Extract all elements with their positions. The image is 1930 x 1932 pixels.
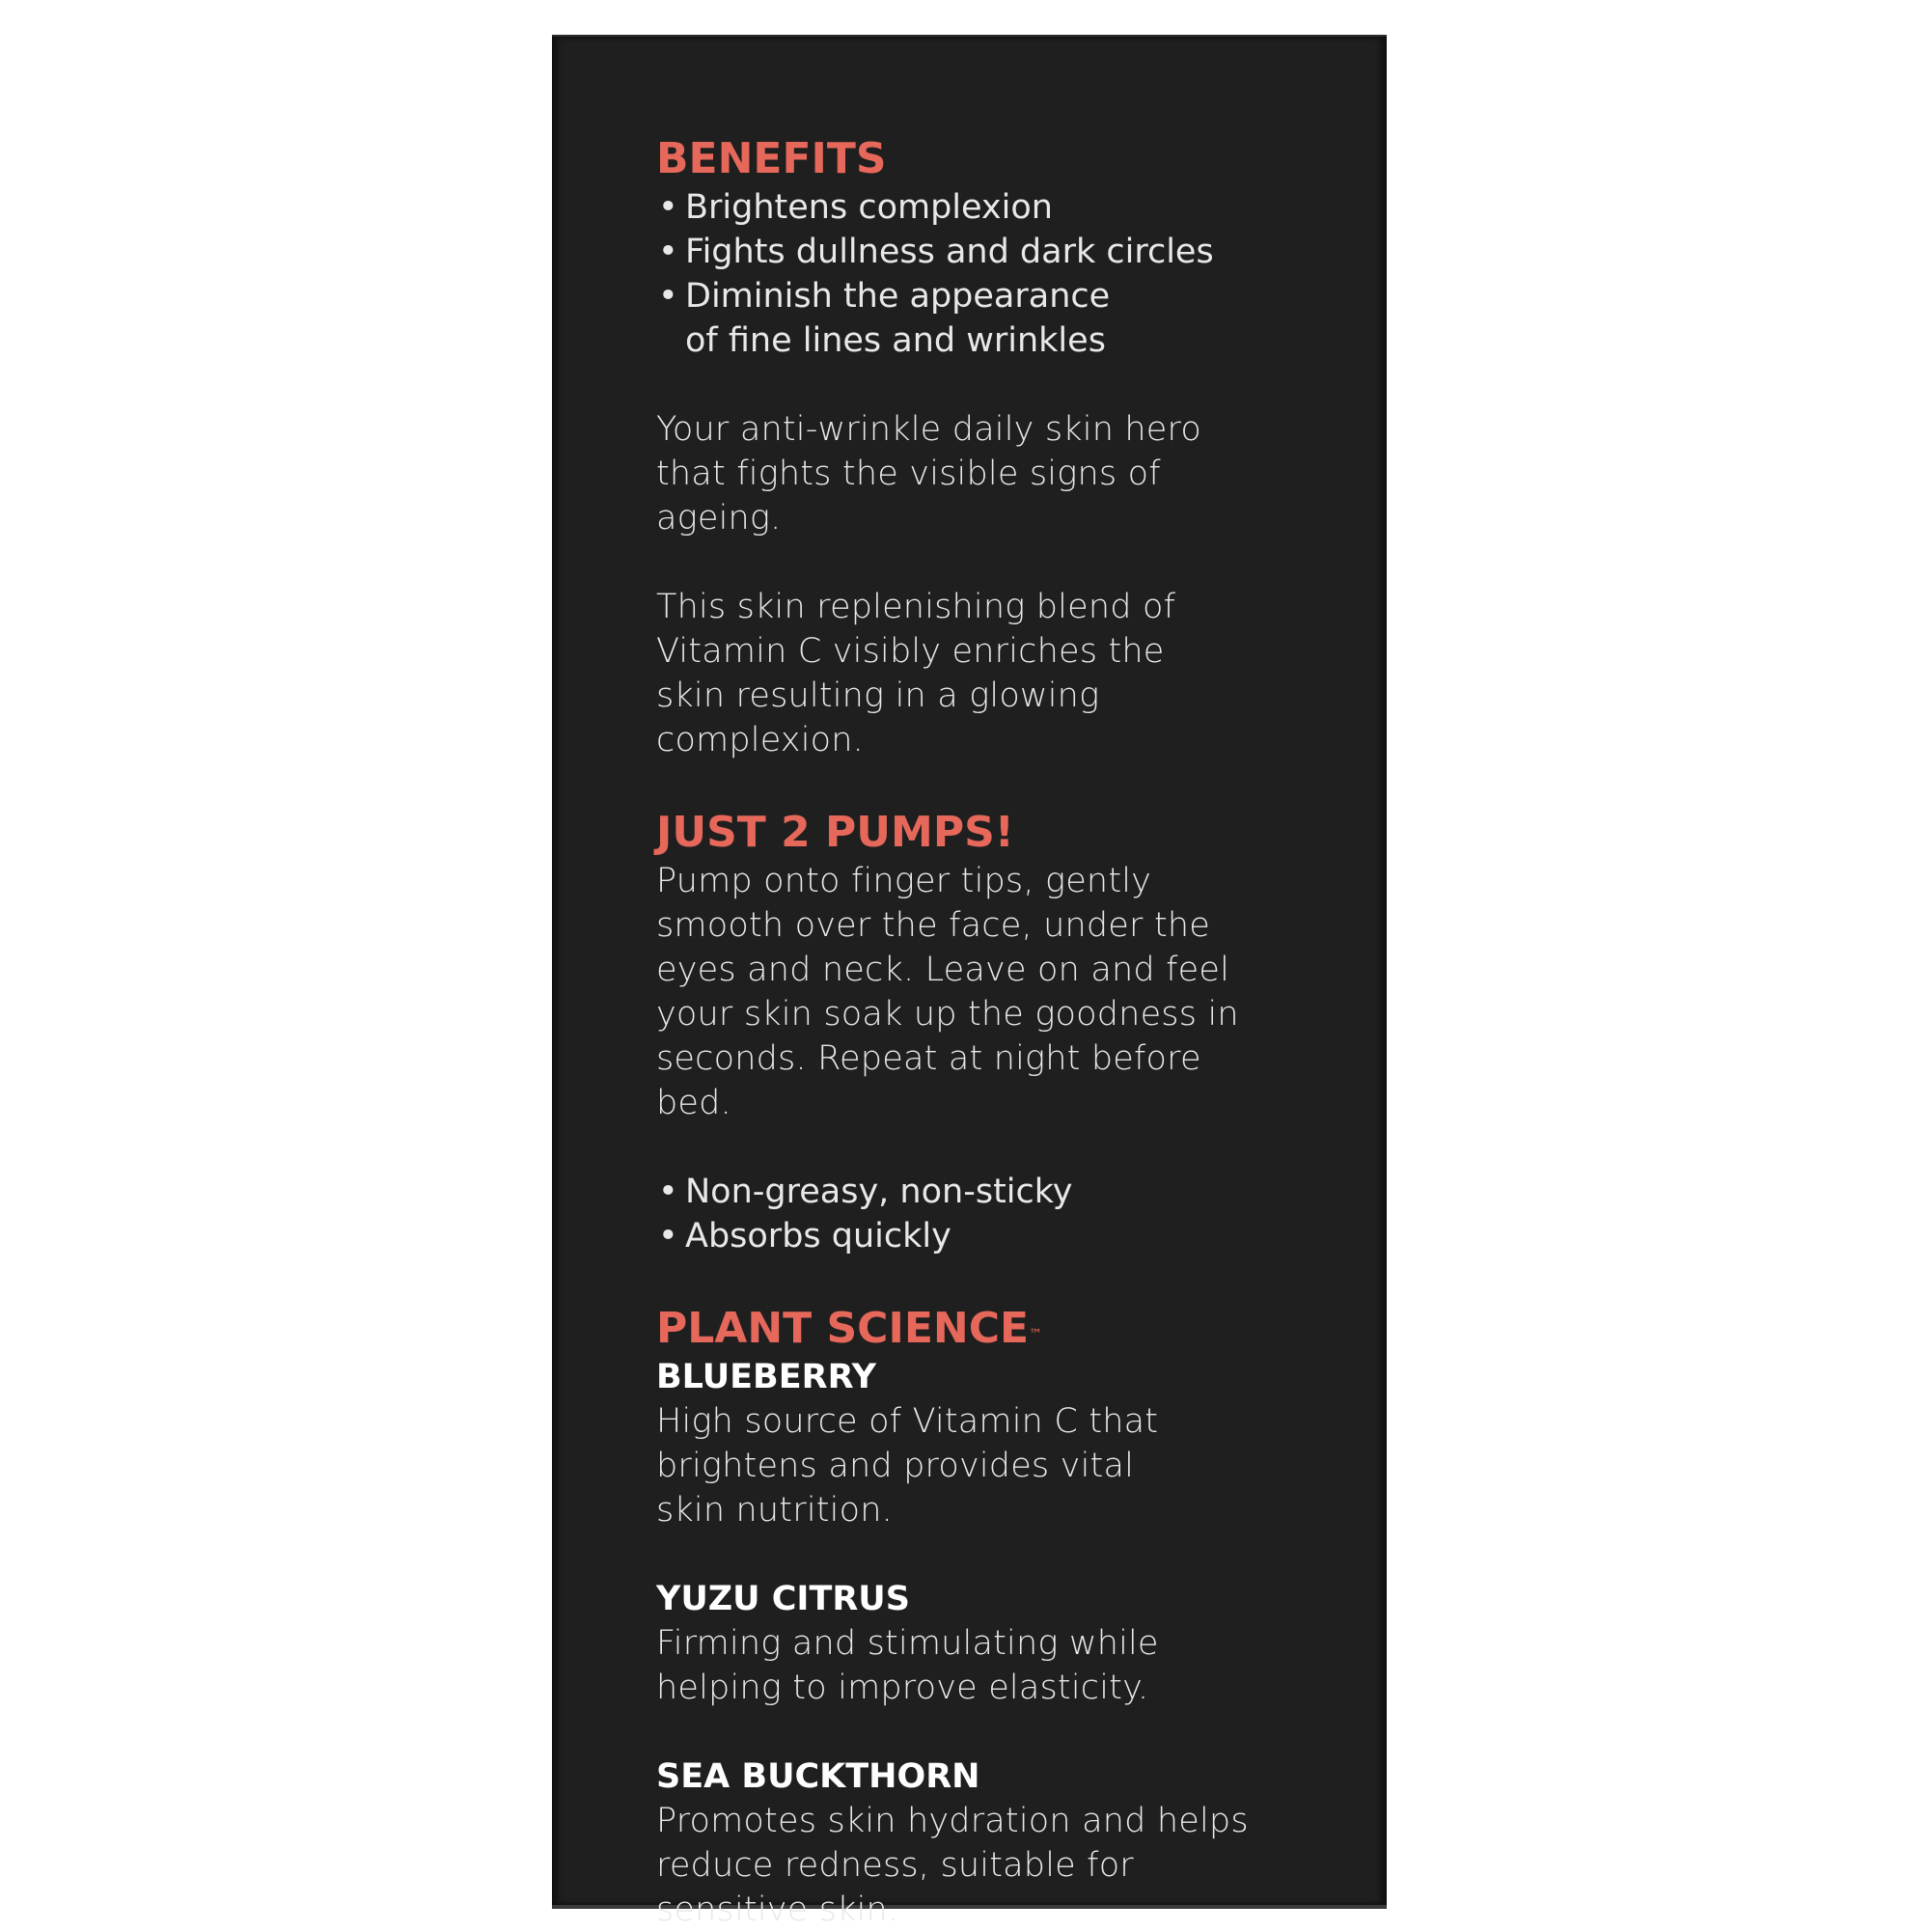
pumps-list (656, 1170, 1332, 1258)
benefits-paragraph-2: This skin replenishing blend of Vitamin C visibly enriches the skin resulting in a glowing complexion. (656, 588, 1176, 759)
benefits-list (656, 185, 1332, 363)
ingredient-name: YUZU CITRUS (656, 1580, 910, 1618)
product-info-content (656, 133, 1332, 1932)
ingredient-description: High source of Vitamin C that brightens and provides vital skin nutrition. (656, 1402, 1159, 1530)
trademark-symbol: ™ (1029, 1327, 1043, 1342)
bullet-icon: • (658, 1173, 678, 1211)
list-item: • Non-greasy, non-sticky (656, 1170, 1332, 1214)
benefits-paragraph-1: Your anti-wrinkle daily skin hero that fights the visible signs of ageing. (656, 410, 1201, 538)
product-box-side-panel (552, 35, 1387, 1929)
list-item: • Absorbs quickly (656, 1214, 1332, 1258)
ingredient-name: BLUEBERRY (656, 1358, 876, 1396)
ingredient-name: SEA BUCKTHORN (656, 1757, 980, 1796)
list-item: • Diminish the appearance of fine lines and wrinkles (656, 274, 1139, 363)
pumps-heading: JUST 2 PUMPS! (656, 808, 1014, 857)
ingredient-description: Promotes skin hydration and helps reduce redness, suitable for sensitive skin. (656, 1802, 1249, 1929)
bullet-icon: • (658, 188, 678, 227)
list-item: • Fights dullness and dark circles (656, 230, 1332, 274)
bullet-icon: • (658, 1217, 678, 1256)
bullet-icon: • (658, 233, 678, 271)
ingredient-description: Firming and stimulating while helping to improve elasticity. (656, 1624, 1159, 1707)
benefits-heading: BENEFITS (656, 134, 887, 183)
pumps-paragraph: Pump onto finger tips, gently smooth over the face, under the eyes and neck. Leave on and feel your skin soak up the goodness in seconds. Repeat at night before bed. (656, 862, 1239, 1122)
plant-science-heading: PLANT SCIENCE™ (656, 1304, 1043, 1353)
list-item: • Brightens complexion (656, 185, 1332, 230)
bullet-icon: • (658, 277, 678, 316)
